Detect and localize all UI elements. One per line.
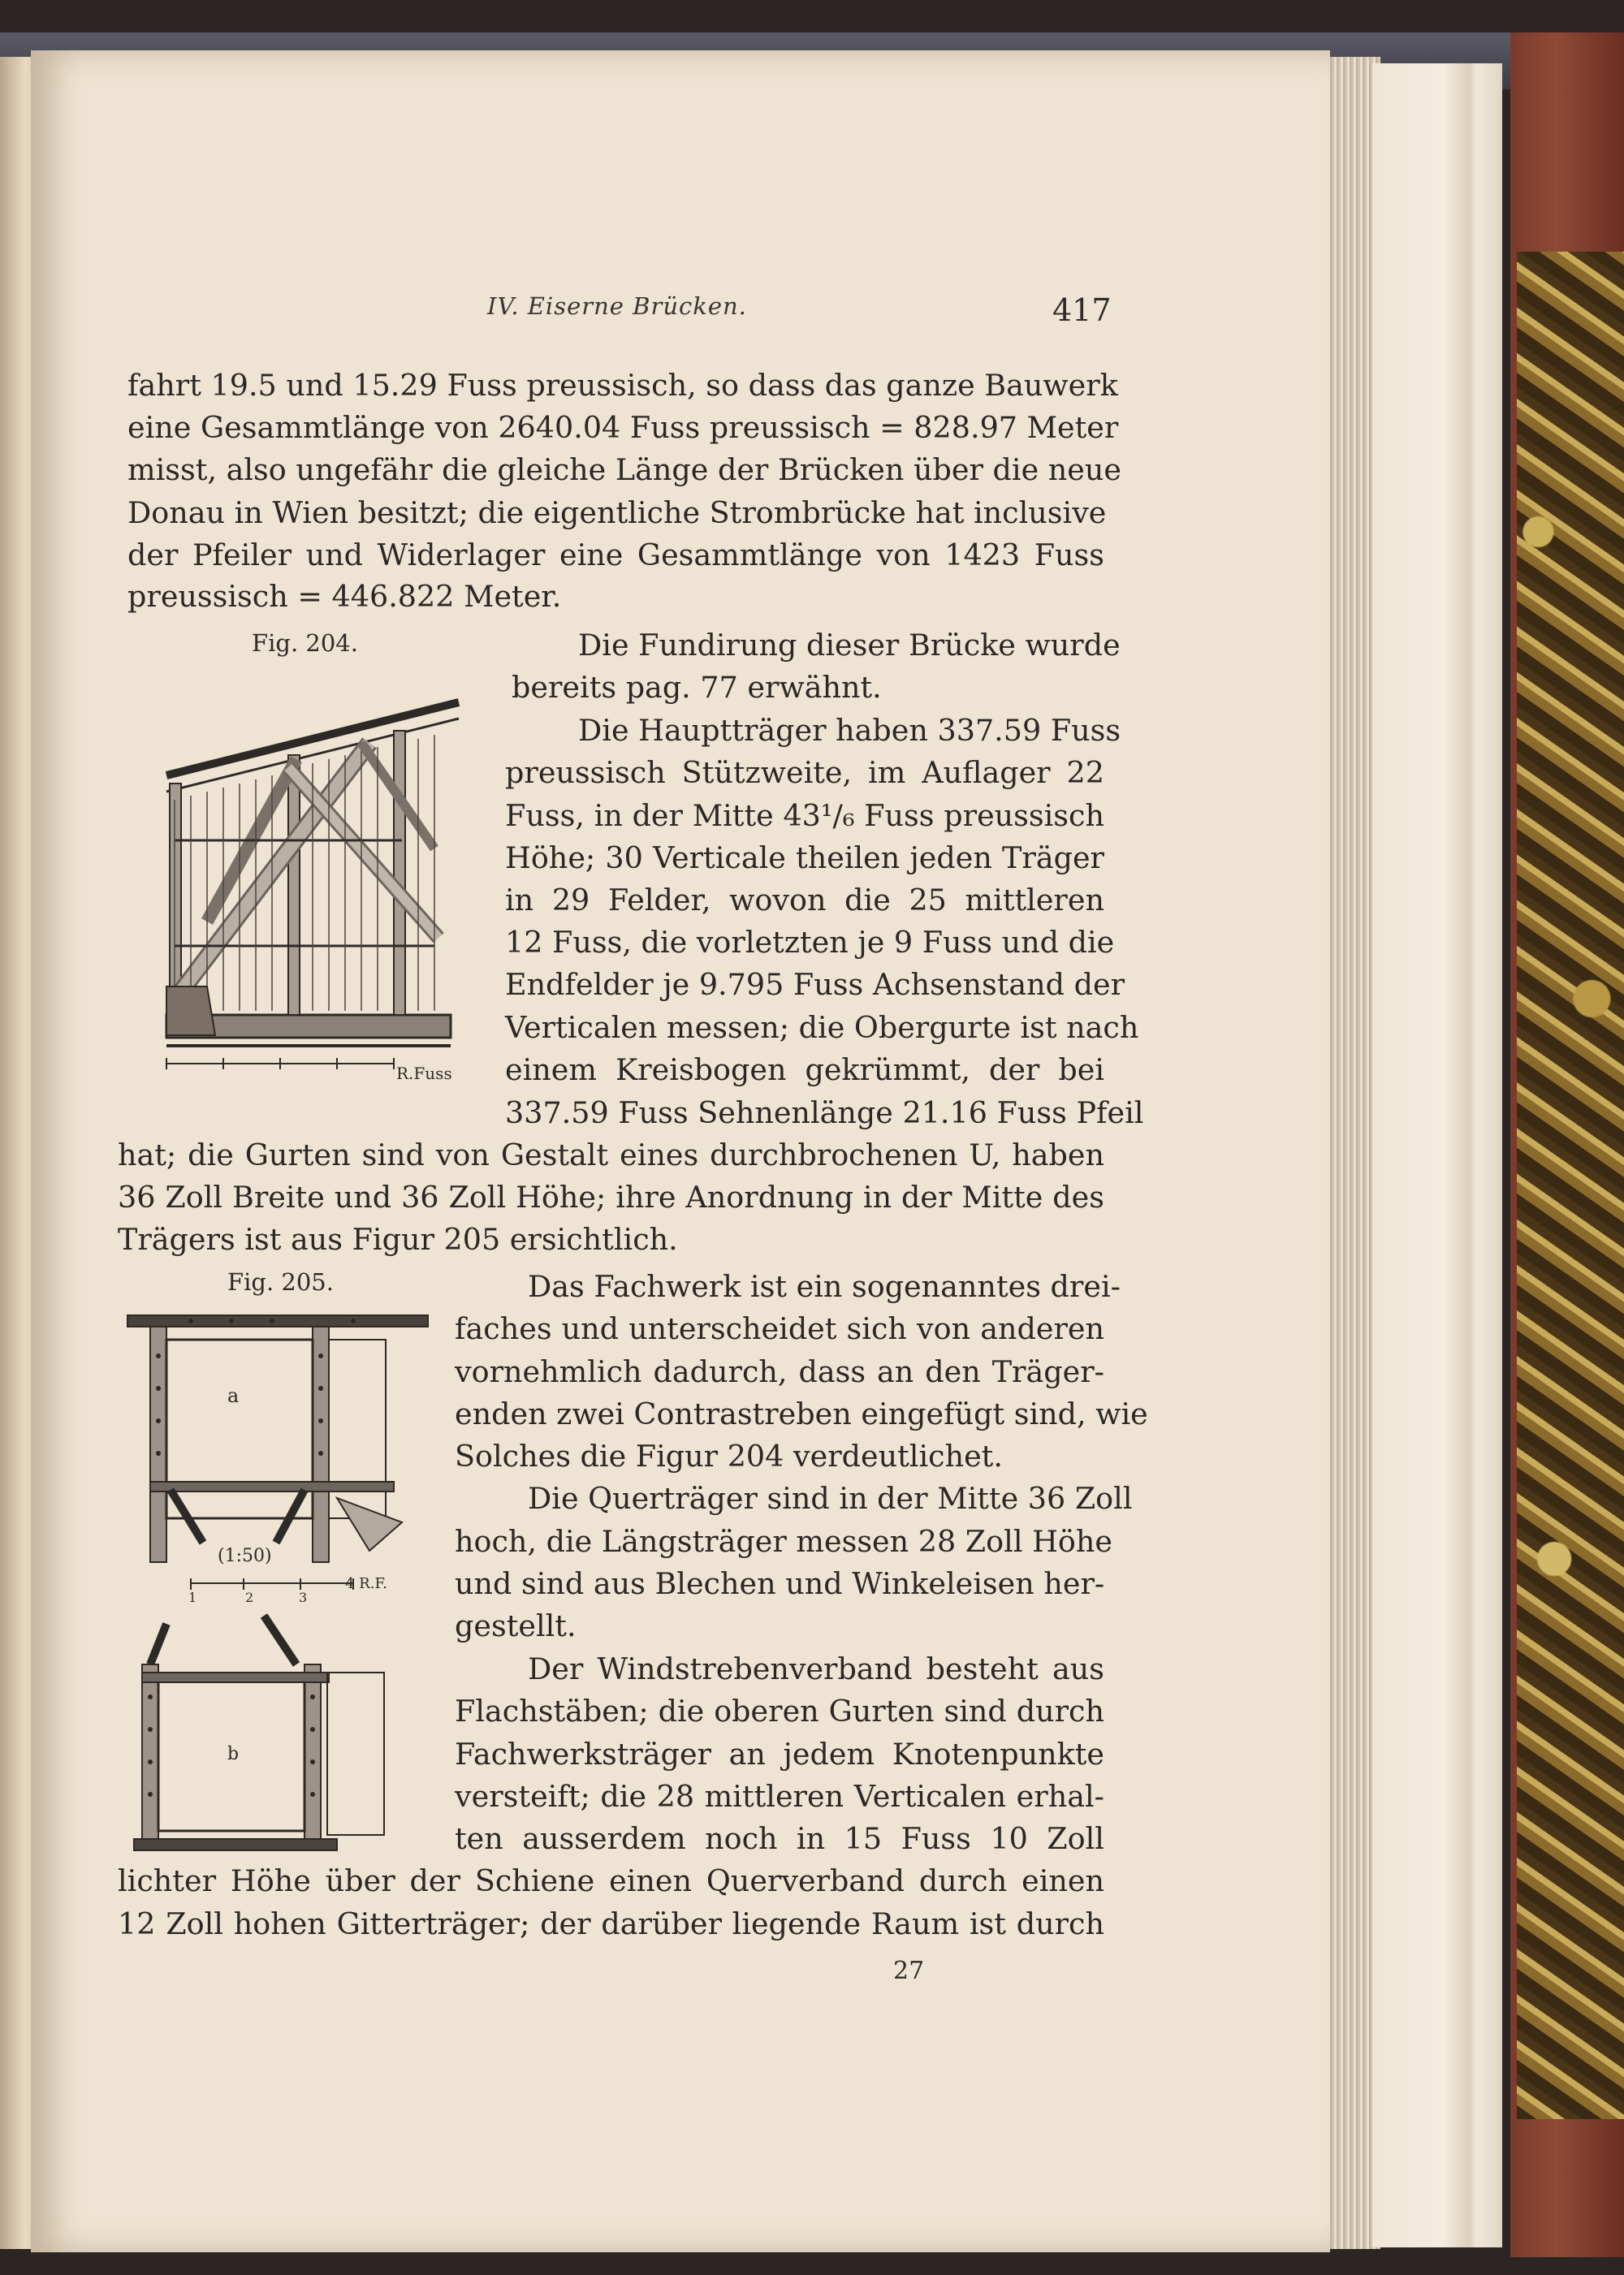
- text-line: hat; die Gurten sind von Gestalt eines durchbrochenen U, haben: [118, 1138, 1104, 1172]
- figure-205-letter-b: b: [227, 1744, 240, 1764]
- figure-205-scale-unit: 4 R.F.: [345, 1575, 387, 1592]
- figure-205-label: Fig. 205.: [227, 1268, 334, 1296]
- text-line: 12 Fuss, die vorletzten je 9 Fuss und die: [505, 925, 1115, 960]
- page-leaves-outer: [1372, 63, 1502, 2247]
- text-line: 36 Zoll Breite und 36 Zoll Höhe; ihre Anordnung in der Mitte des: [118, 1180, 1104, 1215]
- figure-205-scale-tick: 2: [245, 1590, 254, 1605]
- figure-204-label: Fig. 204.: [252, 629, 358, 657]
- text-line: Trägers ist aus Figur 205 ersichtlich.: [118, 1222, 678, 1257]
- text-line: Das Fachwerk ist ein sogenanntes drei-: [528, 1269, 1121, 1304]
- text-line: Donau in Wien besitzt; die eigentliche Strombrücke hat inclusive: [127, 495, 1107, 530]
- figure-205-letter-a: a: [227, 1384, 240, 1407]
- text-line: 337.59 Fuss Sehnenlänge 21.16 Fuss Pfeil: [505, 1095, 1144, 1130]
- text-line: enden zwei Contrastreben eingefügt sind, wie: [455, 1397, 1148, 1431]
- figure-205-scale-tick: 1: [188, 1590, 197, 1605]
- running-head: IV. Eiserne Brücken.: [487, 292, 747, 320]
- text-line: Flachstäben; die oberen Gurten sind durch: [455, 1694, 1104, 1729]
- text-line: Die Querträger sind in der Mitte 36 Zoll: [528, 1481, 1133, 1516]
- text-line: Verticalen messen; die Obergurte ist nach: [505, 1010, 1139, 1045]
- figure-205-cross-section: [126, 1307, 434, 1859]
- text-line: faches und unterscheidet sich von anderen: [455, 1311, 1104, 1346]
- text-line: hoch, die Längsträger messen 28 Zoll Höhe: [455, 1524, 1113, 1559]
- text-line: misst, also ungefähr die gleiche Länge der Brücken über die neue: [127, 452, 1121, 487]
- marbled-endpaper: [1517, 252, 1624, 2119]
- text-line: 12 Zoll hohen Gitterträger; der darüber liegende Raum ist durch: [118, 1906, 1104, 1941]
- text-line: Solches die Figur 204 verdeutlichet.: [455, 1439, 1003, 1474]
- figure-205-scale-tick: 3: [299, 1590, 308, 1605]
- text-line: Fachwerksträger an jedem Knotenpunkte: [455, 1737, 1104, 1772]
- text-line: ten ausserdem noch in 15 Fuss 10 Zoll: [455, 1821, 1104, 1856]
- text-line: versteift; die 28 mittleren Verticalen erhal-: [455, 1779, 1104, 1814]
- text-line: bereits pag. 77 erwähnt.: [512, 670, 882, 705]
- text-line: Fuss, in der Mitte 43¹/₆ Fuss preussisch: [505, 798, 1104, 833]
- figure-205-scale-ratio: (1:50): [218, 1546, 272, 1566]
- text-line: einem Kreisbogen gekrümmt, der bei: [505, 1052, 1104, 1087]
- text-line: in 29 Felder, wovon die 25 mittleren: [505, 883, 1104, 917]
- figure-204-scale-label: R.Fuss: [396, 1064, 452, 1083]
- text-line: vornehmlich dadurch, dass an den Träger-: [455, 1354, 1104, 1389]
- signature-mark: 27: [893, 1957, 925, 1985]
- page-number: 417: [1052, 292, 1112, 328]
- text-line: Höhe; 30 Verticale theilen jeden Träger: [505, 840, 1104, 875]
- text-line: fahrt 19.5 und 15.29 Fuss preussisch, so dass das ganze Bauwerk: [127, 368, 1118, 403]
- text-line: Die Hauptträger haben 337.59 Fuss: [578, 713, 1121, 748]
- text-line: gestellt.: [455, 1608, 577, 1643]
- text-line: Die Fundirung dieser Brücke wurde: [578, 628, 1121, 663]
- text-line: Endfelder je 9.795 Fuss Achsenstand der: [505, 967, 1125, 1002]
- text-line: eine Gesammtlänge von 2640.04 Fuss preussisch = 828.97 Meter: [127, 410, 1119, 445]
- text-line: preussisch = 446.822 Meter.: [127, 579, 562, 614]
- text-line: und sind aus Blechen und Winkeleisen her-: [455, 1566, 1105, 1601]
- text-line: preussisch Stützweite, im Auflager 22: [505, 755, 1104, 790]
- text-line: der Pfeiler und Widerlager eine Gesammtlänge von 1423 Fuss: [127, 537, 1104, 572]
- text-line: Der Windstrebenverband besteht aus: [528, 1651, 1104, 1686]
- text-line: lichter Höhe über der Schiene einen Querverband durch einen: [118, 1863, 1104, 1898]
- figure-204-truss: [158, 694, 475, 1092]
